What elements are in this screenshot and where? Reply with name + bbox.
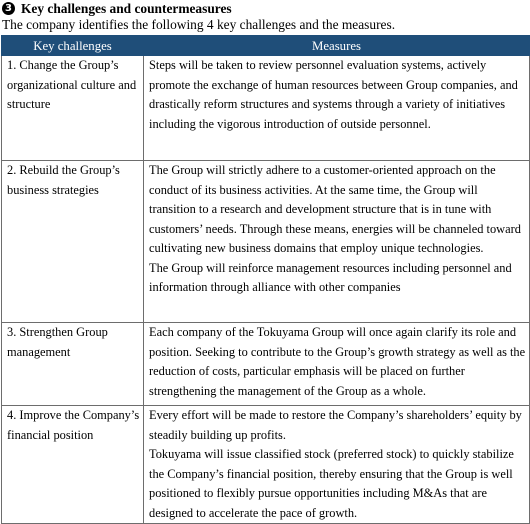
measures-cell xyxy=(144,323,530,406)
section-intro: The company identifies the following 4 key challenges and the measures. xyxy=(2,17,396,32)
table-row xyxy=(2,406,530,524)
measure-paragraph: The Group will reinforce management resources including personnel and information through alliance with other companies xyxy=(149,260,512,294)
challenge-cell: 2. Rebuild the Group’s business strategies xyxy=(2,161,144,323)
measures-cell xyxy=(144,161,530,323)
challenge-cell: 3. Strengthen Group management xyxy=(2,323,144,406)
section-title: Key challenges and countermeasures xyxy=(21,0,232,16)
challenge-cell: 1. Change the Group’s organizational culture and structure xyxy=(2,56,144,161)
section-number-badge: 3 xyxy=(2,2,15,15)
measures-cell xyxy=(144,406,530,524)
challenge-cell: 4. Improve the Company’s financial position xyxy=(2,406,144,524)
table-header-row xyxy=(2,36,530,56)
header-key-challenges: Key challenges xyxy=(2,36,144,56)
header-measures: Measures xyxy=(144,36,530,56)
measure-paragraph: Steps will be taken to review personnel evaluation systems, actively promote the exchange of human resources between Group companies, and drastically reform structures and systems through a variety of initiatives including the vigorous introduction of outside personnel. xyxy=(149,58,518,131)
challenges-table xyxy=(1,35,530,524)
measure-paragraph: Each company of the Tokuyama Group will once again clarify its role and position. Seeking to contribute to the Group’s growth strategy as well as the reduction of costs, particular emphasis will be placed on further strengthening the management of the Group as a whole. xyxy=(149,325,526,398)
section-heading xyxy=(1,0,529,17)
measures-cell xyxy=(144,56,530,161)
measure-paragraph: Every effort will be made to restore the Company’s shareholders’ equity by steadily building up profits. xyxy=(149,408,522,442)
measure-paragraph: The Group will strictly adhere to a customer-oriented approach on the conduct of its business activities. At the same time, the Group will transition to a research and development structure that is in tune with customers’ needs. Through these means, energies will be channeled toward cultivating new business domains that employ unique technologies. xyxy=(149,163,521,255)
measure-paragraph: Tokuyama will issue classified stock (preferred stock) to quickly stabilize the Company’s financial position, thereby ensuring that the Group is well positioned to flexibly pursue opportunities including M&As that are designed to accelerate the pace of growth. xyxy=(149,447,514,520)
table-row xyxy=(2,161,530,323)
table-row xyxy=(2,56,530,161)
table-row xyxy=(2,323,530,406)
